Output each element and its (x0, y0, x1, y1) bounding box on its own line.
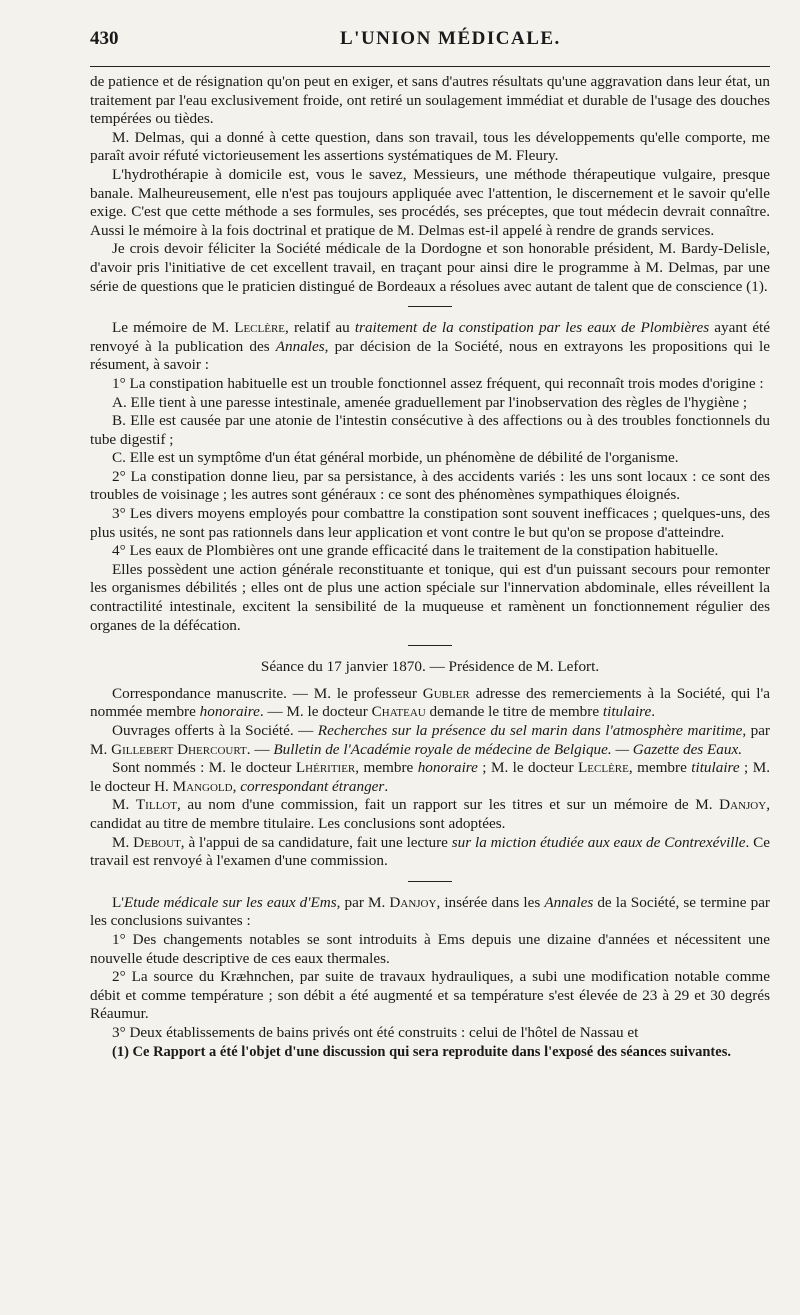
paragraph-tillot (90, 796, 770, 833)
list-item: Elles possèdent une action générale reconstituante et tonique, qui est d'un puissant secours pour remonter les organismes débilités ; elles ont de plus une action spéciale sur l'innervation abdominale, elles réveillent la contractilité intestinale, excitent la sensibilité de la muqueuse et ramènent un fonctionnement régulier des organes de la défécation. (90, 560, 770, 634)
text-run: , membre (628, 759, 692, 777)
running-title: L'UNION MÉDICALE. (340, 28, 561, 49)
text-run: ; M. le docteur H. (90, 759, 770, 795)
paragraph-ouvrages (90, 722, 770, 759)
spacer (90, 677, 770, 685)
paragraph: M. Delmas, qui a donné à cette question, dans son travail, tous les développements qu'elle comporte, me paraît avoir réfuté victorieusement les assertions systématiques de M. Fleury. (90, 128, 770, 165)
text-run: . (651, 703, 656, 721)
text-run: , (232, 777, 241, 795)
paragraph-leclere-intro (90, 319, 770, 375)
header-rule (90, 66, 770, 67)
text-run: , par décision de la Société, nous en extrayons les propositions qui le résument, à savoir : (90, 337, 770, 374)
author-name: Leclère (234, 319, 286, 337)
text-run: . (384, 777, 389, 795)
person-name: Debout (133, 833, 181, 851)
paragraph-correspondance (90, 685, 770, 722)
text-run: , par M. (90, 722, 770, 758)
text-run: Ouvrages offerts à la Société. — (112, 722, 318, 739)
person-name: Leclère (578, 759, 629, 777)
paragraph: Je crois devoir féliciter la Société médicale de la Dordogne et son honorable président, M. Bardy-Delisle, d'avoir pris l'initiative de cet excellent travail, en traçant pour ainsi dire le programme à M. Delmas, par une série de questions que le praticien distingué de Bordeaux a résolues avec autant de talent que de conscience (1). (90, 240, 770, 295)
section-separator (408, 306, 452, 307)
text-run: Le mémoire de M. (112, 319, 235, 337)
person-name: Danjoy (719, 796, 767, 814)
body-text (90, 73, 770, 1061)
italic-run: Annales (544, 893, 594, 911)
text-run: , par M. (336, 893, 390, 911)
section-separator (408, 645, 452, 646)
paragraph: de patience et de résignation qu'on peut en exiger, et sans d'autres résultats qu'une aggravation dans leur état, un traitement par l'eau exclusivement froide, ont retiré un soulagement immédiat et durable de l'usage des douches tempérées ou tièdes. (90, 73, 770, 128)
text-run: M. (112, 833, 134, 851)
list-item: A. Elle tient à une paresse intestinale, amenée graduellement par l'inobservation des règles de l'hygiène ; (112, 393, 748, 411)
paragraph: L'hydrothérapie à domicile est, vous le savez, Messieurs, une méthode thérapeutique vulgaire, presque banale. Malheureusement, elle n'est pas toujours appliquée avec l'attention, le discernement et le savoir qu'elle exige. C'est que cette méthode a ses formules, ses procédés, ses préceptes, que tout médecin devrait connaître. Aussi le mémoire à la fois doctrinal et pratique de M. Delmas est-il appelé à rendre de grands services. (90, 165, 770, 239)
text-run: Sont nommés : M. le docteur (112, 759, 296, 777)
list-item: 3° Deux établissements de bains privés ont été construits : celui de l'hôtel de Nassau et (112, 1023, 639, 1041)
paragraph-nominations (90, 759, 770, 796)
text-run: adresse des remerciements à la Société, qui l'a nommée membre (90, 684, 770, 721)
seance-heading: Séance du 17 janvier 1870. — Présidence de M. Lefort. (260, 658, 600, 676)
list-item: B. Elle est causée par une atonie de l'intestin consécutive à des affections ou à des troubles fonctionnels du tube digestif ; (90, 412, 770, 448)
text-run: , insérée dans les (436, 893, 545, 911)
text-run: ; M. le docteur (477, 759, 579, 777)
memoir-title: traitement de la constipation par les eaux de Plombières (354, 319, 710, 337)
text-run: ayant été renvoyé à la publication des (90, 319, 771, 355)
text-run: Correspondance manuscrite. — M. le professeur (112, 684, 423, 702)
list-item: 1° Des changements notables se sont introduits à Ems depuis une dizaine d'années et nécessitent une nouvelle étude descriptive de ces eaux thermales. (90, 930, 770, 967)
person-name: Danjoy (389, 893, 437, 911)
italic-run: sur la miction étudiée aux eaux de Contrexéville (451, 833, 746, 851)
paragraph-debout (90, 834, 770, 871)
text-run: L' (112, 893, 125, 911)
list-item: 2° La source du Kræhnchen, par suite de travaux hydrauliques, a subi une modification notable comme débit et comme température ; son débit a été augmenté et sa température s'est élevée de 23 à 29 et 30 degrés Réaumur. (90, 968, 770, 1023)
text-run: , candidat au titre de membre titulaire. Les conclusions sont adoptées. (90, 796, 770, 832)
text-run: demande le titre de membre (425, 703, 603, 721)
text-run: , relatif au (285, 319, 355, 337)
italic-run: correspondant étranger (240, 777, 385, 795)
footnote: (1) Ce Rapport a été l'objet d'une discussion qui sera reproduite dans l'exposé des séances suivantes. (112, 1043, 731, 1060)
person-name: Chateau (371, 703, 426, 721)
italic-run: Recherches sur la présence du sel marin dans l'atmosphère maritime (317, 722, 743, 739)
page-header (90, 28, 770, 62)
paragraph-ems-intro (90, 894, 770, 931)
person-name: Mangold (172, 777, 233, 795)
text-run: . — (246, 740, 274, 758)
person-name: Gubler (422, 684, 470, 702)
italic-run: Etude médicale sur les eaux d'Ems (124, 893, 337, 911)
person-name: Gillebert Dhercourt (111, 740, 247, 758)
list-item: 3° Les divers moyens employés pour combattre la constipation sont souvent inefficaces ; quelques-uns, des plus usités, ne sont pas rationnels dans leur application et vont contre le but qu'on se propose d'atteindre. (90, 505, 770, 541)
text-run: , au nom d'une commission, fait un rapport sur les titres et sur un mémoire de M. (176, 796, 720, 814)
italic-run: honoraire (417, 759, 478, 777)
italic-run: titulaire (602, 703, 652, 721)
list-item: 2° La constipation donne lieu, par sa persistance, à des accidents variés : les uns sont locaux : ce sont des troubles de voisinage ; les autres sont généraux : ce sont des phénomènes sympathiques éloignés. (90, 467, 770, 504)
text-run: M. (112, 796, 136, 814)
person-name: Lhéritier (295, 759, 356, 777)
text-run: . — M. le docteur (259, 703, 372, 721)
text-run: , à l'appui de sa candidature, fait une lecture (180, 833, 452, 851)
text-run: de la Société, se termine par les conclusions suivantes : (90, 893, 770, 930)
text-run: . Ce travail est renvoyé à l'examen d'une commission. (90, 833, 770, 870)
text-run: , membre (355, 759, 418, 777)
italic-run: Bulletin de l'Académie royale de médecine de Belgique. — Gazette des Eaux. (273, 740, 743, 758)
page-number: 430 (90, 28, 119, 49)
italic-run: titulaire (691, 759, 740, 777)
italic-run: honoraire (199, 703, 260, 721)
section-separator (408, 881, 452, 882)
person-name: Tillot (135, 796, 177, 814)
annales-italic: Annales (275, 337, 325, 355)
list-item: C. Elle est un symptôme d'un état général morbide, un phénomène de débilité de l'organisme. (112, 449, 679, 467)
list-item: 4° Les eaux de Plombières ont une grande efficacité dans le traitement de la constipation habituelle. (112, 542, 719, 560)
list-item: 1° La constipation habituelle est un trouble fonctionnel assez fréquent, qui reconnaît trois modes d'origine : (112, 374, 764, 392)
